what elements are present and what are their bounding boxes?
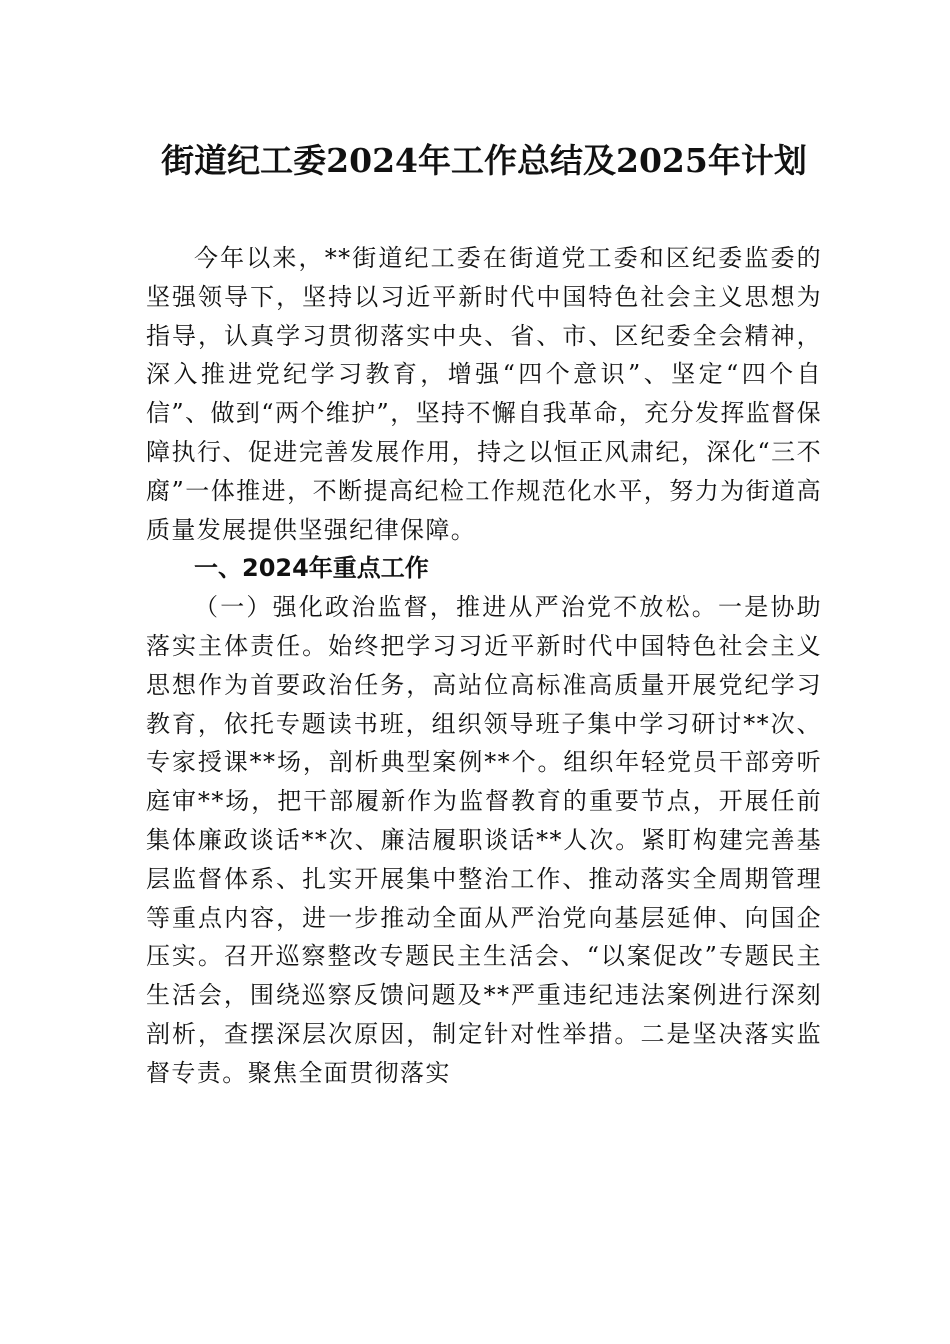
- document-title: 街道纪工委2024年工作总结及2025年计划: [161, 141, 807, 180]
- section-1-paragraph: （一）强化政治监督，推进从严治党不放松。一是协助落实主体责任。始终把学习习近平新时代中国特色社会主义思想作为首要政治任务，高站位高标准高质量开展党纪学习教育，依托专题读书班，组织领导班子集中学习研讨**次、专家授课**场，剖析典型案例**个。组织年轻党员干部旁听庭审**场，把干部履新作为监督教育的重要节点，开展任前集体廉政谈话**次、廉洁履职谈话**人次。紧盯构建完善基层监督体系、扎实开展集中整治工作、推动落实全周期管理等重点内容，进一步推动全面从严治党向基层延伸、向国企压实。召开巡察整改专题民主生活会、“以案促改”专题民主生活会，围绕巡察反馈问题及**严重违纪违法案例进行深刻剖析，查摆深层次原因，制定针对性举措。二是坚决落实监督专责。聚焦全面贯彻落实: [146, 593, 822, 1087]
- document-body: [146, 239, 822, 1093]
- section-heading: 一、2024年重点工作: [194, 554, 429, 583]
- intro-paragraph: 今年以来，**街道纪工委在街道党工委和区纪委监委的坚强领导下，坚持以习近平新时代中国特色社会主义思想为指导，认真学习贯彻落实中央、省、市、区纪委全会精神，深入推进党纪学习教育，增强“四个意识”、坚定“四个自信”、做到“两个维护”，坚持不懈自我革命，充分发挥监督保障执行、促进完善发展作用，持之以恒正风肃纪，深化“三不腐”一体推进，不断提高纪检工作规范化水平，努力为街道高质量发展提供坚强纪律保障。: [146, 244, 823, 544]
